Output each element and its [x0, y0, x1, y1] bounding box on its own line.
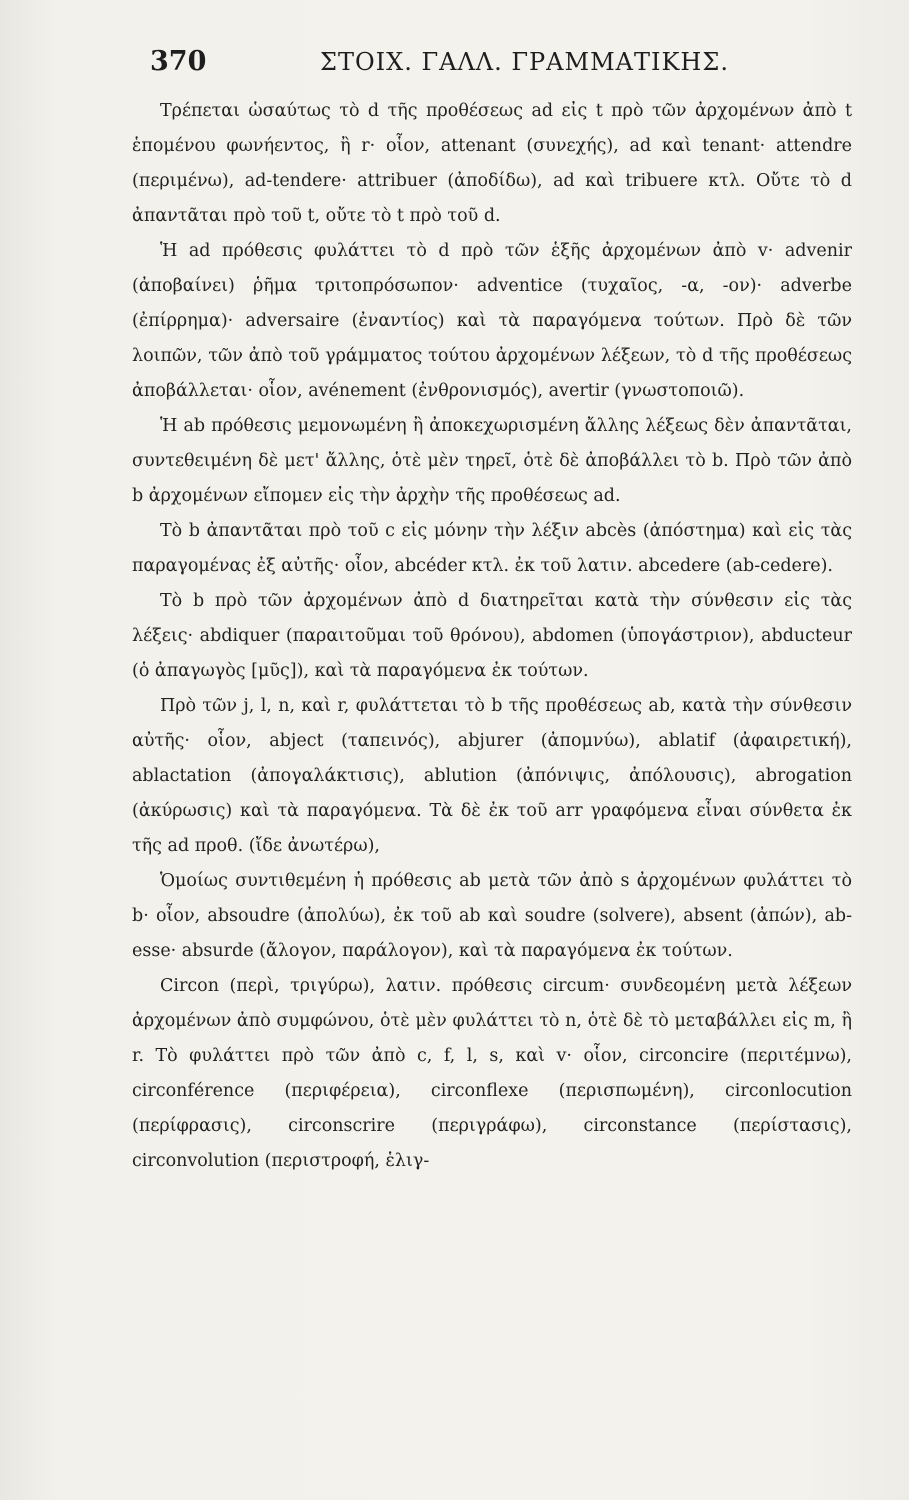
paragraph-8: Circon (περὶ, τριγύρω), λατιν. πρόθεσις circum· συνδεομένη μετὰ λέξεων ἀρχομένων ἀπὸ συμφώνου, ὁτὲ μὲν φυλάττει τὸ n, ὁτὲ δὲ τὸ μεταβάλλει εἰς m, ἢ r. Τὸ φυλάττει πρὸ τῶν ἀπὸ c, f, l, s, καὶ v· οἷον, circoncire (περιτέμνω), circonférence (περιφέρεια), circonflexe (περισπωμένη), circonlocution (περίφρασις), circonscrire (περιγράφω), circonstance (περίστασις), circonvolution (περιστροφή, ἑλιγ- — [132, 976, 852, 1171]
paragraph-3: Ἡ ab πρόθεσις μεμονωμένη ἢ ἀποκεχωρισμένη ἄλλης λέξεως δὲν ἀπαντᾶται, συντεθειμένη δὲ μετ' ἄλλης, ὁτὲ μὲν τηρεῖ, ὁτὲ δὲ ἀποβάλλει τὸ b. Πρὸ τῶν ἀπὸ b ἀρχομένων εἴπομεν εἰς τὴν ἀρχὴν τῆς προθέσεως ad. — [132, 416, 852, 506]
paragraph-1: Τρέπεται ὡσαύτως τὸ d τῆς προθέσεως ad εἰς t πρὸ τῶν ἀρχομένων ἀπὸ t ἑπομένου φωνήεντος, ἢ r· οἷον, attenant (συνεχής), ad καὶ tenant· attendre (περιμένω), ad-tendere· attribuer (ἀποδίδω), ad καὶ tribuere κτλ. Οὔτε τὸ d ἀπαντᾶται πρὸ τοῦ t, οὔτε τὸ t πρὸ τοῦ d. — [132, 101, 852, 226]
paragraph-6: Πρὸ τῶν j, l, n, καὶ r, φυλάττεται τὸ b τῆς προθέσεως ab, κατὰ τὴν σύνθεσιν αὐτῆς· οἷον, abject (ταπεινός), abjurer (ἀπομνύω), ablatif (ἀφαιρετική), ablactation (ἀπογαλάκτισις), ablution (ἀπόνιψις, ἀπόλουσις), abrogation (ἀκύρωσις) καὶ τὰ παραγόμενα. Τὰ δὲ ἐκ τοῦ arr γραφόμενα εἶναι σύνθετα ἐκ τῆς ad προθ. (ἴδε ἀνωτέρω), — [132, 696, 852, 856]
paragraph-5: Τὸ b πρὸ τῶν ἀρχομένων ἀπὸ d διατηρεῖται κατὰ τὴν σύνθεσιν εἰς τὰς λέξεις· abdiquer (παραιτοῦμαι τοῦ θρόνου), abdomen (ὑπογάστριον), abducteur (ὁ ἀπαγωγὸς [μῦς]), καὶ τὰ παραγόμενα ἐκ τούτων. — [132, 591, 852, 681]
running-title: ΣΤΟΙΧ. ΓΑΛΛ. ΓΡΑΜΜΑΤΙΚΗΣ. — [320, 48, 729, 76]
page-header — [150, 46, 850, 82]
page-number: 370 — [150, 46, 207, 77]
paragraph-4: Τὸ b ἀπαντᾶται πρὸ τοῦ c εἰς μόνην τὴν λέξιν abcès (ἀπόστημα) καὶ εἰς τὰς παραγομένας ἐξ αὐτῆς· οἷον, abcéder κτλ. ἐκ τοῦ λατιν. abcedere (ab-cedere). — [132, 521, 852, 576]
paragraph-7: Ὁμοίως συντιθεμένη ἡ πρόθεσις ab μετὰ τῶν ἀπὸ s ἀρχομένων φυλάττει τὸ b· οἷον, absoudre (ἀπολύω), ἐκ τοῦ ab καὶ soudre (solvere), absent (ἀπών), ab-esse· absurde (ἄλογον, παράλογον), καὶ τὰ παραγόμενα ἐκ τούτων. — [132, 871, 852, 961]
body-text — [132, 94, 852, 1179]
paragraph-2: Ἡ ad πρόθεσις φυλάττει τὸ d πρὸ τῶν ἑξῆς ἀρχομένων ἀπὸ v· advenir (ἀποβαίνει) ῥῆμα τριτοπρόσωπον· adventice (τυχαῖος, -α, -ον)· adverbe (ἐπίρρημα)· adversaire (ἐναντίος) καὶ τὰ παραγόμενα τούτων. Πρὸ δὲ τῶν λοιπῶν, τῶν ἀπὸ τοῦ γράμματος τούτου ἀρχομένων λέξεων, τὸ d τῆς προθέσεως ἀποβάλλεται· οἷον, avénement (ἐνθρονισμός), avertir (γνωστοποιῶ). — [132, 241, 852, 401]
